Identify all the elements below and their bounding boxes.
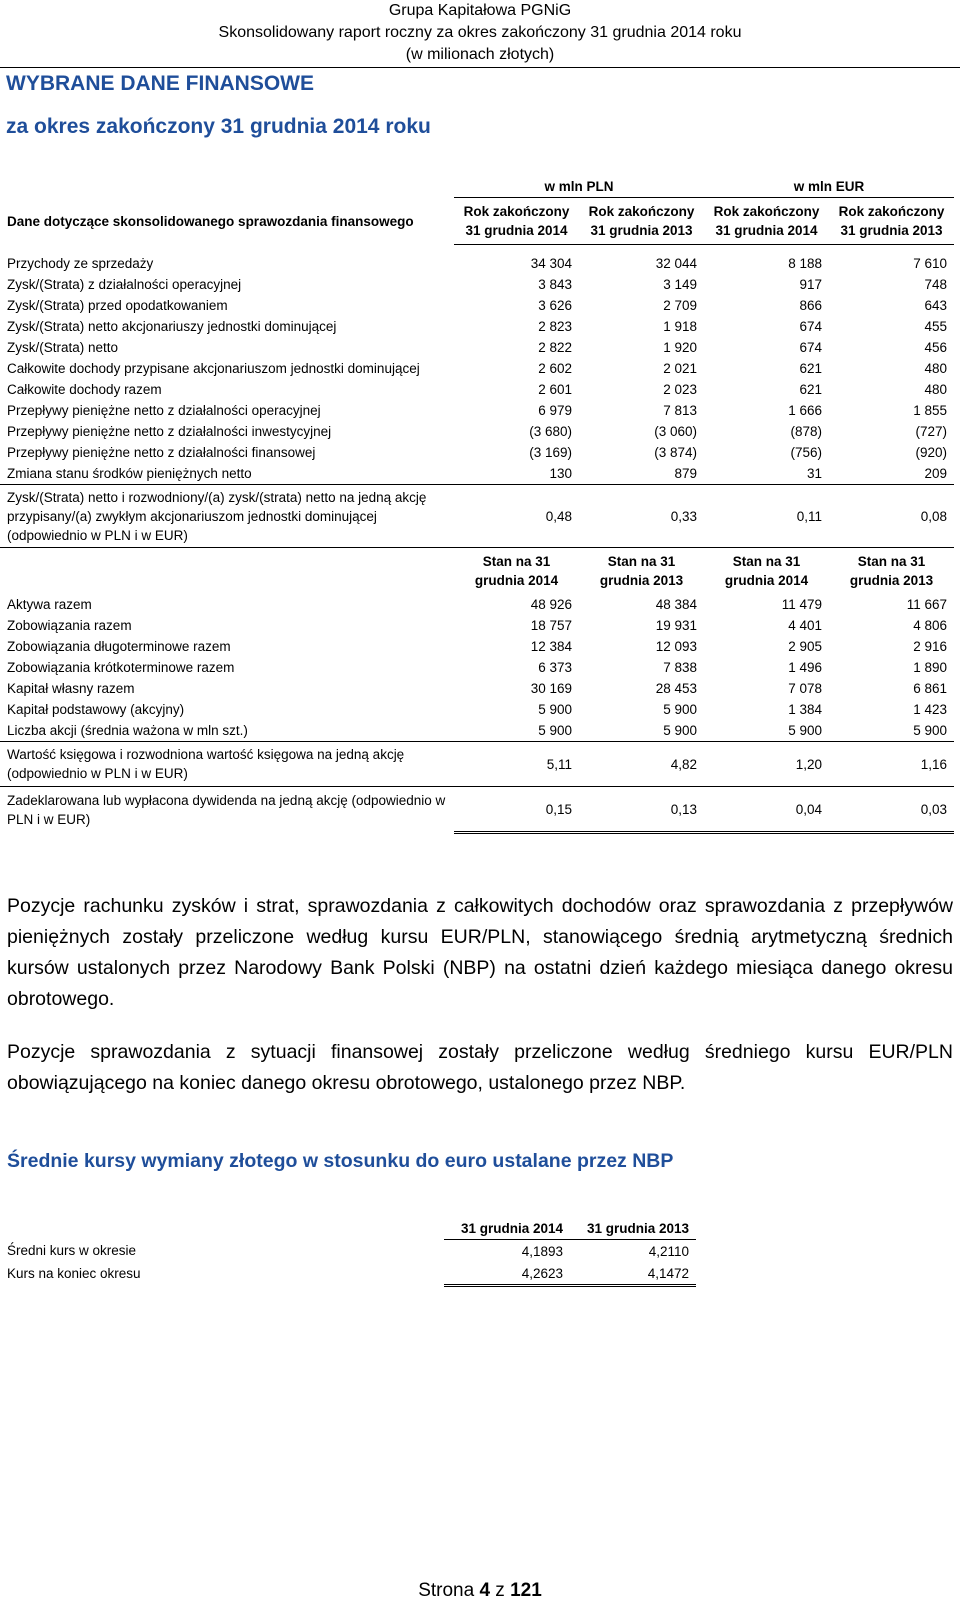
row-value: 4,82 — [579, 742, 704, 787]
table-row — [0, 253, 954, 274]
row-value: 130 — [454, 463, 579, 485]
financial-data-table — [0, 175, 954, 834]
rates-row-label: Kurs na koniec okresu — [7, 1266, 141, 1282]
row-value: 1,20 — [704, 742, 829, 787]
row-value: 0,13 — [579, 787, 704, 833]
column-header — [829, 548, 954, 595]
table-row — [0, 787, 954, 833]
spacer-cell — [0, 245, 454, 254]
row-label: Zobowiązania razem — [7, 618, 132, 633]
column-header-row — [0, 198, 954, 245]
row-value: 28 453 — [655, 681, 697, 696]
row-value: 1,16 — [829, 742, 954, 787]
column-header — [454, 198, 579, 245]
row-value: 7 838 — [663, 660, 697, 675]
row-value: 2 709 — [663, 298, 697, 313]
column-header — [454, 548, 579, 595]
row-value: 7 610 — [913, 256, 947, 271]
exchange-rates-table — [0, 1217, 696, 1287]
row-value: 11 479 — [781, 597, 822, 612]
row-value: (3 060) — [654, 424, 697, 439]
table-row — [0, 463, 954, 485]
column-header-line: 31 grudnia 2014 — [715, 223, 818, 238]
row-value: 2 023 — [663, 382, 697, 397]
row-value: 674 — [799, 340, 822, 355]
row-value: 480 — [924, 382, 947, 397]
row-value: 917 — [799, 277, 822, 292]
header-company: Grupa Kapitałowa PGNiG — [388, 2, 572, 19]
row-value: 6 861 — [913, 681, 947, 696]
row-value: 3 149 — [663, 277, 697, 292]
column-header — [704, 548, 829, 595]
row-label: Przychody ze sprzedaży — [7, 256, 154, 271]
row-value: 455 — [924, 319, 947, 334]
rates-header-2013: 31 grudnia 2013 — [570, 1217, 696, 1240]
row-label: Kapitał podstawowy (akcyjny) — [7, 702, 185, 717]
row-value: 0,15 — [454, 787, 579, 833]
row-value: 6 373 — [538, 660, 572, 675]
page-footer — [0, 1580, 960, 1602]
spacer-cell — [829, 245, 954, 254]
table-row — [0, 379, 954, 400]
row-value: 3 626 — [538, 298, 572, 313]
row-label: Całkowite dochody razem — [7, 382, 162, 397]
column-header — [579, 198, 704, 245]
row-value: 4 806 — [913, 618, 947, 633]
row-value: 12 384 — [530, 639, 572, 654]
row-value: 31 — [704, 463, 829, 485]
row-value: (3 680) — [529, 424, 572, 439]
header-divider — [0, 67, 960, 68]
spacer-cell — [454, 245, 579, 254]
row-value: 34 304 — [530, 256, 572, 271]
rates-value: 4,1472 — [570, 1262, 696, 1286]
table-row — [0, 337, 954, 358]
row-label: Zmiana stanu środków pieniężnych netto — [0, 463, 454, 485]
page-title: WYBRANE DANE FINANSOWE — [6, 72, 314, 95]
row-value: 1 496 — [788, 660, 822, 675]
row-value: 5,11 — [454, 742, 579, 787]
page-subtitle: za okres zakończony 31 grudnia 2014 roku — [6, 115, 431, 138]
row-value: 2 602 — [538, 361, 572, 376]
row-value: 3 843 — [538, 277, 572, 292]
column-header — [579, 548, 704, 595]
column-header-line: Stan na 31 — [482, 554, 551, 569]
row-value: 19 931 — [655, 618, 697, 633]
rates-value: 4,1893 — [521, 1243, 563, 1259]
footer-prefix: Strona — [418, 1580, 480, 1601]
row-value: 32 044 — [655, 256, 697, 271]
table-row — [0, 421, 954, 442]
paragraph-financial-position: Pozycje sprawozdania z sytuacji finansowej zostały przeliczone według średniego kursu EUR/PLN obowiązującego na koniec danego okresu obrotowego, ustalonego przez NBP. — [7, 1041, 953, 1094]
row-value: 48 384 — [655, 597, 697, 612]
row-label: Zysk/(Strata) netto i rozwodniony/(a) zysk/(strata) netto na jedną akcję przypisany/(a) zwykłym akcjonariuszom jednostki dominującej (odpowiednio w PLN i w EUR) — [0, 485, 454, 548]
row-value: 2 916 — [913, 639, 947, 654]
rates-header-2014: 31 grudnia 2014 — [444, 1217, 570, 1240]
row-label: Zobowiązania długoterminowe razem — [7, 639, 231, 654]
row-value: 621 — [799, 361, 822, 376]
row-value: 1 920 — [663, 340, 697, 355]
row-label: Zysk/(Strata) netto akcjonariuszy jednostki dominującej — [7, 319, 337, 334]
table-row — [0, 742, 954, 787]
column-header-line: Rok zakończony — [463, 204, 570, 219]
row-label: Zysk/(Strata) z działalności operacyjnej — [7, 277, 242, 292]
row-value: 7 813 — [663, 403, 697, 418]
row-label: Aktywa razem — [7, 597, 92, 612]
row-value: 0,33 — [579, 485, 704, 548]
row-value: 209 — [829, 463, 954, 485]
column-header-line: Stan na 31 — [732, 554, 801, 569]
footer-mid: z — [490, 1580, 511, 1601]
table-row — [0, 657, 954, 678]
rates-row — [0, 1240, 696, 1263]
row-value: 2 822 — [538, 340, 572, 355]
table-row — [0, 295, 954, 316]
table-row — [0, 274, 954, 295]
row-value: 480 — [924, 361, 947, 376]
table-row — [0, 358, 954, 379]
column-header-line: Rok zakończony — [588, 204, 695, 219]
row-value: (920) — [915, 445, 947, 460]
column-header — [704, 198, 829, 245]
row-value: 879 — [579, 463, 704, 485]
row-value: (756) — [790, 445, 822, 460]
row-value: 1 423 — [913, 702, 947, 717]
row-value: 12 093 — [655, 639, 697, 654]
row-value: 30 169 — [530, 681, 572, 696]
row-value: 2 601 — [538, 382, 572, 397]
table-description-header: Dane dotyczące skonsolidowanego sprawozdania finansowego — [7, 213, 414, 229]
row-value: 0,03 — [829, 787, 954, 833]
row-value: 0,11 — [704, 485, 829, 548]
spacer-row — [0, 245, 954, 254]
row-label: Zobowiązania krótkoterminowe razem — [7, 660, 235, 675]
row-label: Przepływy pieniężne netto z działalności finansowej — [7, 445, 316, 460]
row-value: 1 666 — [788, 403, 822, 418]
empty-cell — [0, 175, 454, 198]
row-value: 5 900 — [829, 720, 954, 742]
table-row — [0, 485, 954, 548]
header-report: Skonsolidowany raport roczny za okres zakończony 31 grudnia 2014 roku — [218, 24, 742, 41]
row-value: 674 — [799, 319, 822, 334]
row-value: 1 384 — [788, 702, 822, 717]
row-label: Zadeklarowana lub wypłacona dywidenda na jedną akcję (odpowiednio w PLN i w EUR) — [7, 792, 446, 827]
row-label: Liczba akcji (średnia ważona w mln szt.) — [0, 720, 454, 742]
column-header-line: Stan na 31 — [857, 554, 926, 569]
column-header-line: grudnia 2014 — [724, 573, 809, 588]
spacer-cell — [704, 245, 829, 254]
column-header-line: grudnia 2014 — [474, 573, 559, 588]
column-header — [829, 198, 954, 245]
row-label: Zysk/(Strata) netto — [7, 340, 119, 355]
row-value: 0,08 — [829, 485, 954, 548]
rates-header-row — [0, 1217, 696, 1240]
row-label: Całkowite dochody przypisane akcjonariuszom jednostki dominującej — [7, 361, 420, 376]
row-value: 643 — [924, 298, 947, 313]
header-units: (w milionach złotych) — [405, 46, 555, 63]
row-value: 0,48 — [454, 485, 579, 548]
group-eur-label: w mln EUR — [704, 175, 954, 198]
row-value: 456 — [924, 340, 947, 355]
currency-group-header — [0, 175, 954, 198]
footer-page-total: 121 — [510, 1580, 542, 1601]
row-value: 1 918 — [663, 319, 697, 334]
row-value: (878) — [790, 424, 822, 439]
row-value: 2 021 — [663, 361, 697, 376]
row-value: 4 401 — [788, 618, 822, 633]
rates-row-label: Średni kurs w okresie — [7, 1243, 137, 1259]
row-value: 621 — [799, 382, 822, 397]
paragraph-income-statement: Pozycje rachunku zysków i strat, sprawozdania z całkowitych dochodów oraz sprawozdania z przepływów pieniężnych zostały przeliczone według kursu EUR/PLN, stanowiącego średnią arytmetyczną średnich kursów ustalonych przez Narodowy Bank Polski (NBP) na ostatni dzień każdego miesiąca danego okresu obrotowego. — [7, 895, 953, 1010]
footer-page-number: 4 — [479, 1580, 491, 1601]
rates-title: Średnie kursy wymiany złotego w stosunku do euro ustalane przez NBP — [7, 1150, 674, 1172]
row-value: 5 900 — [704, 720, 829, 742]
row-label: Przepływy pieniężne netto z działalności operacyjnej — [7, 403, 321, 418]
column-header-line: 31 grudnia 2014 — [465, 223, 568, 238]
table-row — [0, 615, 954, 636]
column-header-line: 31 grudnia 2013 — [590, 223, 693, 238]
column-header-line: grudnia 2013 — [599, 573, 684, 588]
table-row — [0, 442, 954, 463]
row-value: 18 757 — [530, 618, 572, 633]
row-label: Wartość księgowa i rozwodniona wartość księgowa na jedną akcję (odpowiednio w PLN i w EUR) — [0, 742, 454, 787]
rates-row — [0, 1262, 696, 1286]
row-value: 2 823 — [538, 319, 572, 334]
table-row — [0, 699, 954, 720]
column-header-row — [0, 548, 954, 595]
row-value: (3 169) — [529, 445, 572, 460]
table-row — [0, 316, 954, 337]
table-row — [0, 720, 954, 742]
spacer-cell — [579, 245, 704, 254]
group-pln-label: w mln PLN — [454, 175, 704, 198]
column-header-line: Rok zakończony — [838, 204, 945, 219]
row-value: 11 667 — [906, 597, 947, 612]
row-value: 2 905 — [788, 639, 822, 654]
row-value: 866 — [799, 298, 822, 313]
row-value: 5 900 — [579, 720, 704, 742]
table-row — [0, 636, 954, 657]
rates-value: 4,2623 — [444, 1262, 570, 1286]
column-header-line: Stan na 31 — [607, 554, 676, 569]
row-label: Przepływy pieniężne netto z działalności inwestycyjnej — [7, 424, 332, 439]
column-header-line: Rok zakończony — [713, 204, 820, 219]
row-value: 48 926 — [530, 597, 572, 612]
row-value: (727) — [915, 424, 947, 439]
row-label: Zysk/(Strata) przed opodatkowaniem — [7, 298, 228, 313]
row-value: 5 900 — [454, 720, 579, 742]
row-value: 5 900 — [538, 702, 572, 717]
row-value: 748 — [924, 277, 947, 292]
row-value: 0,04 — [704, 787, 829, 833]
table-row — [0, 678, 954, 699]
rates-value: 4,2110 — [648, 1243, 689, 1259]
row-label: Kapitał własny razem — [7, 681, 135, 696]
empty-cell — [0, 548, 454, 595]
row-value: 1 890 — [913, 660, 947, 675]
column-header-line: grudnia 2013 — [849, 573, 934, 588]
row-value: 6 979 — [538, 403, 572, 418]
column-header-line: 31 grudnia 2013 — [840, 223, 943, 238]
table-row — [0, 400, 954, 421]
table-row — [0, 594, 954, 615]
row-value: 7 078 — [788, 681, 822, 696]
row-value: (3 874) — [654, 445, 697, 460]
row-value: 8 188 — [788, 256, 822, 271]
row-value: 1 855 — [913, 403, 947, 418]
row-value: 5 900 — [663, 702, 697, 717]
